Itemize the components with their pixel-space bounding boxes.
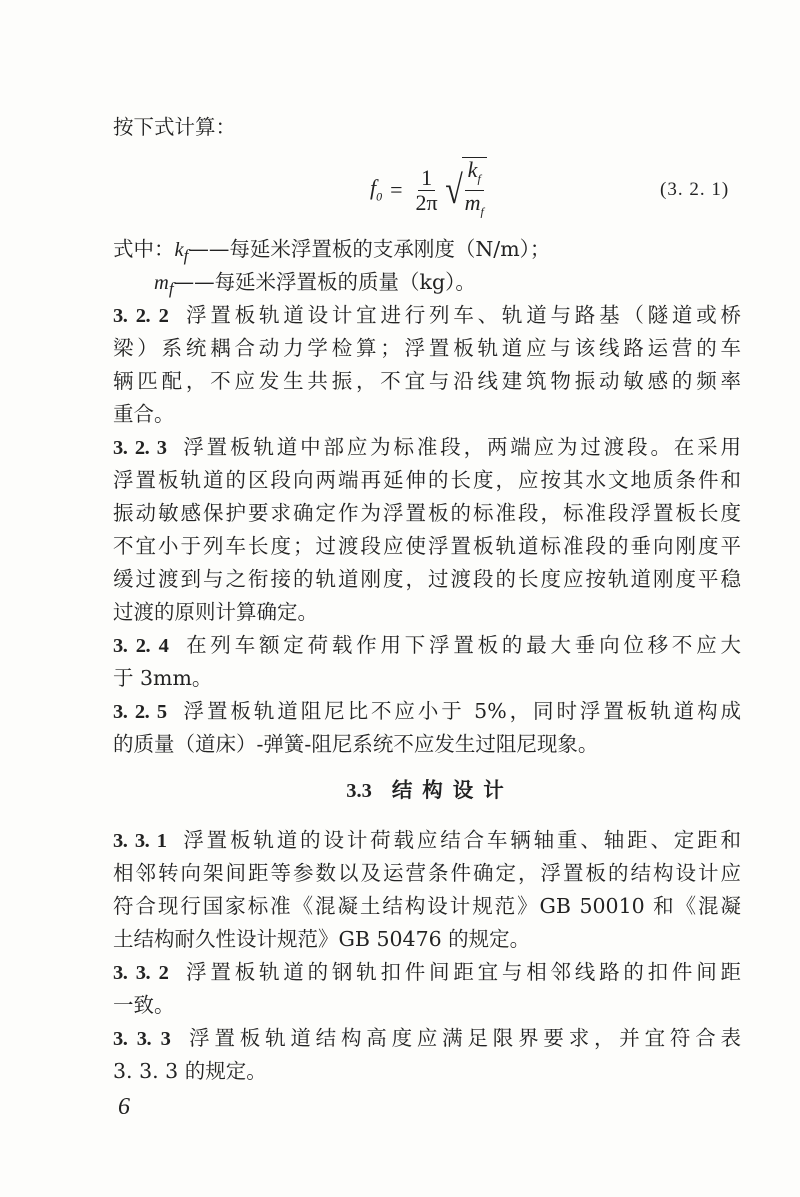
- clause-text: 浮置板轨道的钢轨扣件间距宜与相邻线路的扣件间距: [182, 960, 742, 984]
- equation-number: (3. 2. 1): [660, 179, 730, 200]
- clause-text: 振动敏感保护要求确定作为浮置板的标准段，标准段浮置板长度: [113, 501, 741, 525]
- clause-text: 相邻转向架间距等参数以及运营条件确定，浮置板的结构设计应: [113, 861, 741, 885]
- clause-number: 3. 2. 3: [113, 437, 167, 459]
- clause-line: [113, 464, 741, 497]
- clause-line: [113, 857, 741, 890]
- clause-line: [113, 890, 741, 923]
- clause-text: 于 3mm。: [113, 666, 213, 690]
- definition-mf: $m_f——$每延米浮置板的质量（kg）。: [154, 270, 476, 299]
- clause-number: 3. 2. 2: [113, 305, 169, 327]
- page-number: 6: [118, 1094, 130, 1120]
- clause-text: 浮置板轨道的区段向两端再延伸的长度，应按其水文地质条件和: [113, 468, 741, 492]
- clause-line: [113, 299, 741, 332]
- clause-text: 不宜小于列车长度；过渡段应使浮置板轨道标准段的垂向刚度平: [113, 534, 741, 558]
- clause-line: [113, 956, 741, 989]
- clause-text: 浮置板轨道阻尼比不应小于 5%，同时浮置板轨道构成: [180, 699, 742, 723]
- formula-3-2-1: [370, 156, 489, 220]
- clause-line: [113, 695, 741, 728]
- formula-radicand: $\frac{k_f}{m_f}$: [462, 157, 487, 224]
- clause-text: 土结构耐久性设计规范》GB 50476 的规定。: [113, 927, 531, 951]
- formula-denominator: 2π: [415, 189, 438, 215]
- clause-line: [113, 365, 741, 398]
- clauses-3-3: [113, 824, 741, 1088]
- radical-sign-icon: √: [444, 167, 463, 212]
- clause-text: 缓过渡到与之衔接的轨道刚度，过渡段的长度应按轨道刚度平稳: [113, 567, 741, 591]
- variable-definitions: [113, 233, 741, 299]
- section-heading: [0, 774, 800, 808]
- clause-line: [113, 923, 741, 956]
- formula-fraction: [413, 166, 441, 215]
- clause-number: 3. 3. 3: [113, 1028, 171, 1050]
- clause-line: [113, 728, 741, 761]
- clause-text: 过渡的原则计算确定。: [113, 600, 318, 624]
- formula-sqrt: [443, 157, 489, 224]
- section-number: 3.3: [346, 780, 372, 802]
- clause-line: [113, 1055, 741, 1088]
- formula-equals: =: [390, 177, 403, 202]
- formula-lhs: $f_0$: [370, 175, 383, 204]
- clause-text: 的质量（道床）-弹簧-阻尼系统不应发生过阻尼现象。: [113, 732, 599, 756]
- clause-line: [113, 596, 741, 629]
- clause-text: 浮置板轨道结构高度应满足限界要求，并宜符合表: [184, 1026, 742, 1050]
- clause-text: 浮置板轨道设计宜进行列车、轨道与路基（隧道或桥: [182, 303, 742, 327]
- clause-line: [113, 662, 741, 695]
- clause-line: [113, 989, 741, 1022]
- clause-line: [113, 563, 741, 596]
- clause-line: [113, 629, 741, 662]
- clause-line: [113, 824, 741, 857]
- clause-number: 3. 2. 5: [113, 701, 167, 723]
- clause-number: 3. 3. 2: [113, 962, 169, 984]
- clause-text: 辆匹配，不应发生共振，不宜与沿线建筑物振动敏感的频率: [113, 369, 741, 393]
- formula-numerator: 1: [418, 166, 435, 191]
- clause-line: [113, 530, 741, 563]
- clauses-3-2: [113, 299, 741, 761]
- clause-text: 浮置板轨道中部应为标准段，两端应为过渡段。在采用: [180, 435, 742, 459]
- clause-line: [113, 332, 741, 365]
- clause-text: 重合。: [113, 402, 175, 426]
- clause-text: 浮置板轨道的设计荷载应结合车辆轴重、轴距、定距和: [180, 828, 742, 852]
- intro-text: [113, 111, 741, 144]
- clause-line: [113, 1022, 741, 1055]
- clause-number: 3. 3. 1: [113, 830, 167, 852]
- clause-text: 3. 3. 3 的规定。: [113, 1059, 267, 1083]
- clause-text: 梁）系统耦合动力学检算；浮置板轨道应与该线路运营的车: [113, 336, 741, 360]
- definition-kf: 式中：$k_f——$每延米浮置板的支承刚度（N/m）；: [113, 237, 551, 266]
- clause-line: [113, 497, 741, 530]
- clause-text: 符合现行国家标准《混凝土结构设计规范》GB 50010 和《混凝: [113, 894, 741, 918]
- section-title: 结构设计: [391, 778, 514, 802]
- clause-line: [113, 431, 741, 464]
- clause-number: 3. 2. 4: [113, 635, 169, 657]
- clause-text: 一致。: [113, 993, 175, 1017]
- intro-line: 按下式计算：: [113, 115, 236, 139]
- clause-text: 在列车额定荷载作用下浮置板的最大垂向位移不应大: [182, 633, 742, 657]
- clause-line: [113, 398, 741, 431]
